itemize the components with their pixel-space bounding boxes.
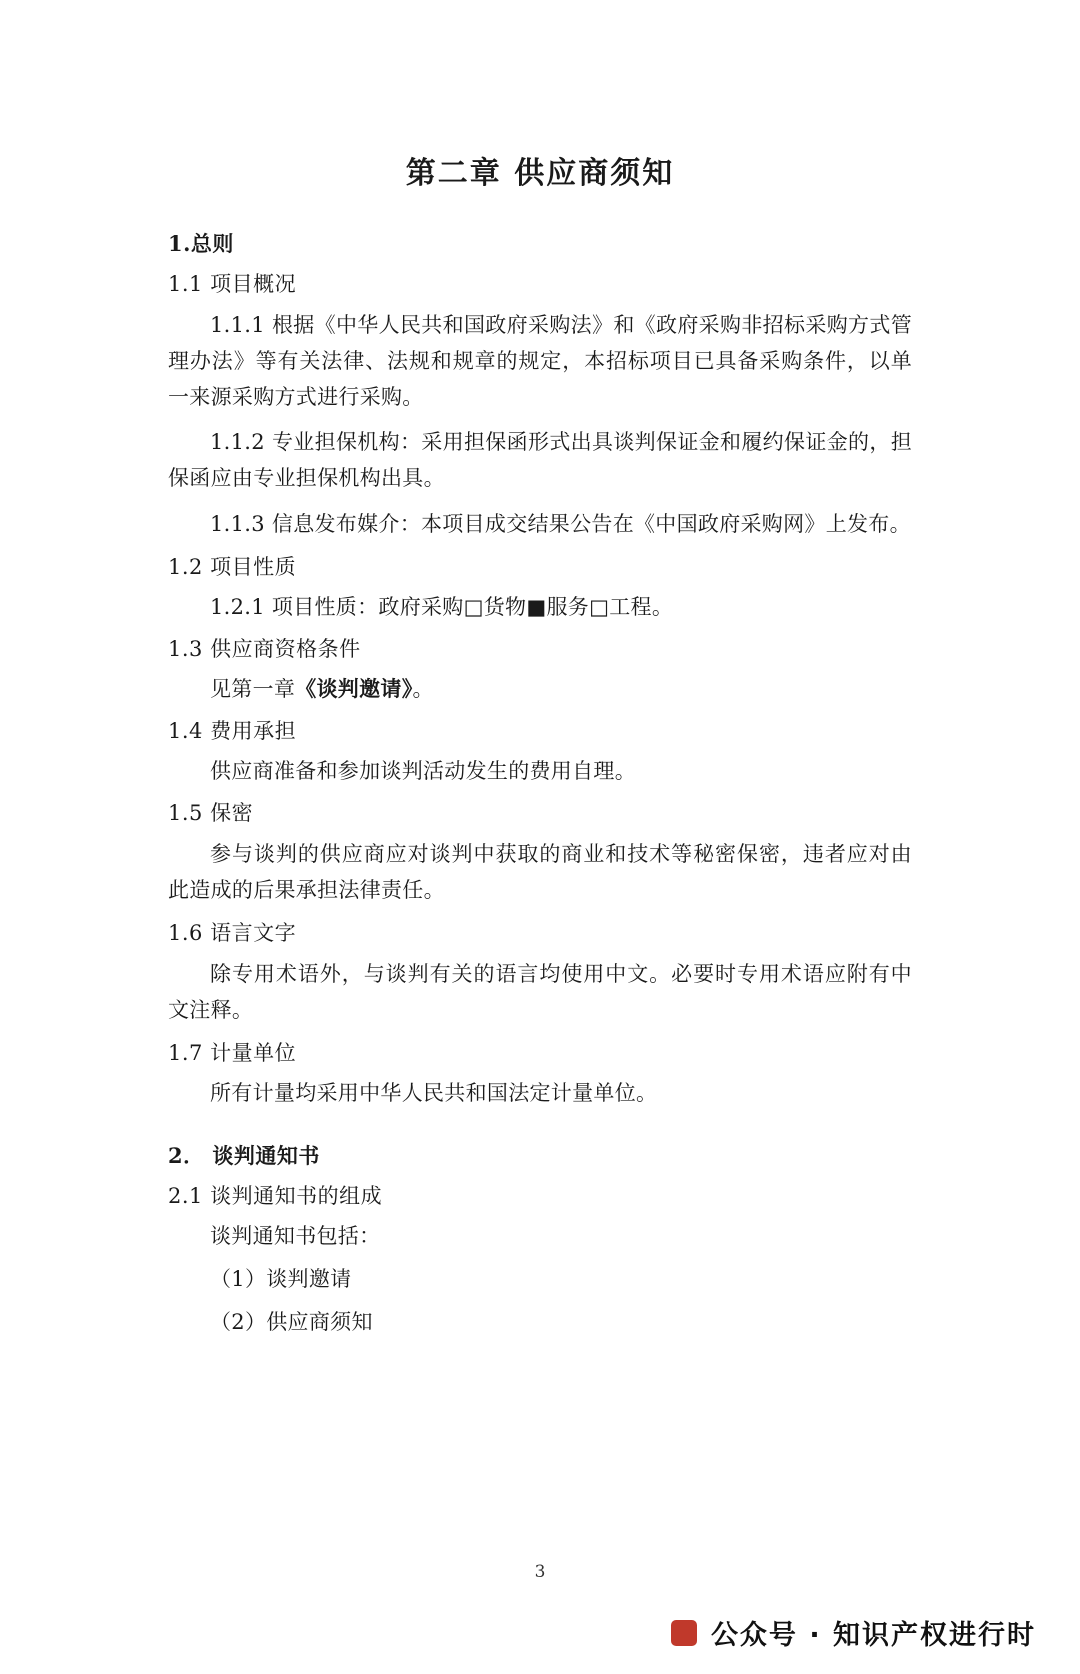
document-page (0, 148, 1080, 1674)
clause-1-3-text (168, 672, 912, 706)
clause-1-5-heading: 1.5 保密 (168, 800, 254, 825)
clause-1-4-text: 供应商准备和参加谈判活动发生的费用自理。 (210, 758, 636, 783)
clause-2-1-heading: 2.1 谈判通知书的组成 (168, 1184, 383, 1209)
page-title: 第二章 供应商须知 (405, 156, 675, 191)
watermark-text: 公众号 · 知识产权进行时 (710, 1620, 1036, 1651)
clause-1-3-suffix: 。 (412, 676, 434, 701)
section-heading-1: 1.总则 (168, 231, 234, 256)
clause-1-5-text: 参与谈判的供应商应对谈判中获取的商业和技术等秘密保密，违者应对由此造成的后果承担法律责任。 (168, 841, 912, 902)
clause-1-4-heading: 1.4 费用承担 (168, 718, 297, 743)
clause-1-1-1-text: 1.1.1 根据《中华人民共和国政府采购法》和《政府采购非招标采购方式管理办法》等有关法律、法规和规章的规定，本招标项目已具备采购条件，以单一来源采购方式进行采购。 (168, 313, 912, 410)
clause-1-7-heading: 1.7 计量单位 (168, 1041, 297, 1066)
section-heading-2: 2． 谈判通知书 (168, 1143, 320, 1169)
watermark (671, 1613, 1036, 1652)
clause-2-1-item-2: （2）供应商须知 (210, 1310, 373, 1335)
clause-1-6-text: 除专用术语外，与谈判有关的语言均使用中文。必要时专用术语应附有中文注释。 (168, 961, 912, 1023)
clause-1-1-3-text: 1.1.3 信息发布媒介：本项目成交结果公告在《中国政府采购网》上发布。 (210, 511, 911, 536)
clause-2-1-text: 谈判通知书包括： (210, 1224, 381, 1249)
page-number: 3 (534, 1562, 546, 1582)
clause-1-3-heading: 1.3 供应商资格条件 (168, 636, 361, 661)
clause-1-7-text: 所有计量均采用中华人民共和国法定计量单位。 (210, 1081, 658, 1106)
clause-1-2-1-text: 1.2.1 项目性质：政府采购□货物■服务□工程。 (210, 594, 674, 619)
clause-1-2-heading: 1.2 项目性质 (168, 554, 297, 579)
clause-1-1-2-text: 1.1.2 专业担保机构：采用担保函形式出具谈判保证金和履约保证金的，担保函应由专业担保机构出具。 (168, 430, 912, 491)
clause-1-1-heading: 1.1 项目概况 (168, 272, 297, 296)
clause-1-6-heading: 1.6 语言文字 (168, 920, 297, 945)
clause-1-3-prefix: 见第一章 (210, 676, 296, 701)
clause-1-3-reference: 《谈判邀请》 (295, 675, 413, 701)
watermark-logo-icon (671, 1620, 697, 1646)
clause-2-1-item-1: （1）谈判邀请 (210, 1267, 352, 1292)
